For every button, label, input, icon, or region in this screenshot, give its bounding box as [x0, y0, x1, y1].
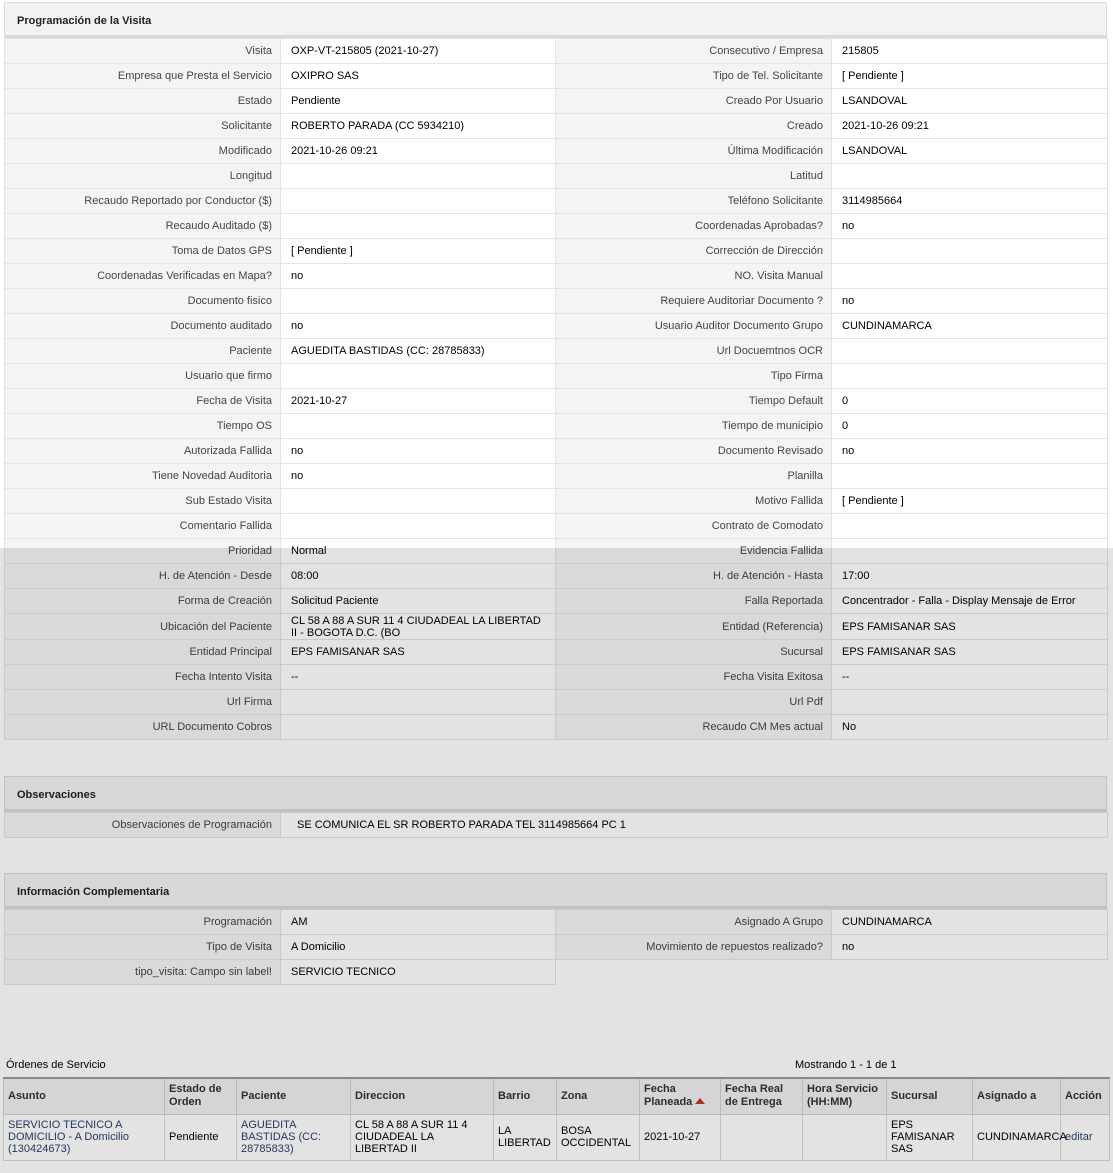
field-value — [281, 514, 556, 539]
detail-row — [5, 910, 1108, 935]
observaciones-value: SE COMUNICA EL SR ROBERTO PARADA TEL 3114985664 PC 1 — [281, 813, 1108, 838]
field-value — [281, 189, 556, 214]
detail-row — [5, 589, 1108, 614]
detail-row — [5, 164, 1108, 189]
field-label: Sub Estado Visita — [5, 489, 281, 514]
field-label: Documento fisico — [5, 289, 281, 314]
field-value: 3114985664 — [832, 189, 1108, 214]
field-label: Usuario Auditor Documento Grupo — [556, 314, 832, 339]
programacion-title: Programación de la Visita — [4, 2, 1107, 38]
field-value: Normal — [281, 539, 556, 564]
detail-row — [5, 464, 1108, 489]
field-value — [832, 539, 1108, 564]
field-label: Motivo Fallida — [556, 489, 832, 514]
field-label: Corrección de Dirección — [556, 239, 832, 264]
detail-row — [5, 289, 1108, 314]
orden-barrio: LA LIBERTAD — [494, 1114, 557, 1160]
field-value: OXP-VT-215805 (2021-10-27) — [281, 39, 556, 64]
field-value: A Domicilio — [281, 935, 556, 960]
field-label: Documento auditado — [5, 314, 281, 339]
field-value — [281, 214, 556, 239]
field-value — [281, 164, 556, 189]
field-value: no — [832, 439, 1108, 464]
detail-row — [5, 414, 1108, 439]
detail-row — [5, 314, 1108, 339]
detail-row — [5, 665, 1108, 690]
field-value: -- — [281, 665, 556, 690]
field-label: Recaudo Reportado por Conductor ($) — [5, 189, 281, 214]
detail-row — [5, 139, 1108, 164]
field-label: Forma de Creación — [5, 589, 281, 614]
field-value: AM — [281, 910, 556, 935]
field-value: Pendiente — [281, 89, 556, 114]
detail-row — [5, 114, 1108, 139]
detail-row — [5, 64, 1108, 89]
field-label: Modificado — [5, 139, 281, 164]
field-value: LSANDOVAL — [832, 139, 1108, 164]
field-label: Estado — [5, 89, 281, 114]
col-accion: Acción — [1061, 1078, 1110, 1114]
field-label: Solicitante — [5, 114, 281, 139]
field-label: Tipo de Tel. Solicitante — [556, 64, 832, 89]
field-label: Longitud — [5, 164, 281, 189]
ordenes-header-row — [4, 1078, 1110, 1114]
field-value — [832, 514, 1108, 539]
field-label: Tiempo de municipio — [556, 414, 832, 439]
field-value: Concentrador - Falla - Display Mensaje de Error — [832, 589, 1108, 614]
field-value: LSANDOVAL — [832, 89, 1108, 114]
field-value: [ Pendiente ] — [832, 64, 1108, 89]
field-label: Teléfono Solicitante — [556, 189, 832, 214]
ordenes-header — [6, 1059, 1107, 1073]
col-direccion[interactable]: Direccion — [351, 1078, 494, 1114]
orden-direccion: CL 58 A 88 A SUR 11 4 CIUDADEAL LA LIBERTAD II — [351, 1114, 494, 1160]
col-fecha-planeada[interactable] — [640, 1078, 721, 1114]
field-label: Creado — [556, 114, 832, 139]
orden-estado: Pendiente — [165, 1114, 237, 1160]
tipo-visita-label: tipo_visita: Campo sin label! — [5, 960, 281, 985]
field-label: Sucursal — [556, 640, 832, 665]
detail-row — [5, 439, 1108, 464]
detail-row — [5, 690, 1108, 715]
detail-row — [5, 39, 1108, 64]
field-value: ROBERTO PARADA (CC 5934210) — [281, 114, 556, 139]
observaciones-label: Observaciones de Programación — [5, 813, 281, 838]
field-label: Toma de Datos GPS — [5, 239, 281, 264]
editar-link[interactable]: editar — [1061, 1114, 1110, 1160]
field-value: no — [832, 935, 1108, 960]
field-value: no — [281, 314, 556, 339]
field-label: Contrato de Comodato — [556, 514, 832, 539]
field-label: Usuario que firmo — [5, 364, 281, 389]
detail-row — [5, 489, 1108, 514]
field-value: no — [281, 264, 556, 289]
orden-hora — [803, 1114, 887, 1160]
sort-asc-icon — [695, 1098, 705, 1104]
programacion-panel — [4, 2, 1107, 740]
field-label: Fecha Intento Visita — [5, 665, 281, 690]
observaciones-panel — [4, 776, 1107, 838]
programacion-table — [4, 38, 1108, 740]
field-value: OXIPRO SAS — [281, 64, 556, 89]
orden-asignado: CUNDINAMARCA — [973, 1114, 1061, 1160]
field-value: 2021-10-26 09:21 — [832, 114, 1108, 139]
field-value: EPS FAMISANAR SAS — [281, 640, 556, 665]
detail-row — [5, 539, 1108, 564]
orden-zona: BOSA OCCIDENTAL — [557, 1114, 640, 1160]
col-estado[interactable]: Estado de Orden — [165, 1078, 237, 1114]
complementaria-table — [4, 909, 1108, 985]
field-value: no — [281, 464, 556, 489]
field-label: Empresa que Presta el Servicio — [5, 64, 281, 89]
field-label: Comentario Fallida — [5, 514, 281, 539]
field-value — [281, 690, 556, 715]
detail-row — [5, 514, 1108, 539]
field-value — [832, 239, 1108, 264]
field-label: Falla Reportada — [556, 589, 832, 614]
field-value: [ Pendiente ] — [281, 239, 556, 264]
field-value — [281, 289, 556, 314]
field-label: Tiempo OS — [5, 414, 281, 439]
detail-row — [5, 614, 1108, 640]
observaciones-row — [5, 813, 1108, 838]
field-label: Url Firma — [5, 690, 281, 715]
field-value: No — [832, 715, 1108, 740]
field-label: H. de Atención - Hasta — [556, 564, 832, 589]
complementaria-title: Información Complementaria — [4, 873, 1107, 909]
field-value: no — [832, 289, 1108, 314]
orden-asunto[interactable]: SERVICIO TECNICO A DOMICILIO - A Domicilio (130424673) — [4, 1114, 165, 1160]
field-value — [281, 364, 556, 389]
field-label: Tiempo Default — [556, 389, 832, 414]
field-value — [832, 339, 1108, 364]
empty-cell — [832, 960, 1108, 985]
orden-paciente[interactable]: AGUEDITA BASTIDAS (CC: 28785833) — [237, 1114, 351, 1160]
field-value: 2021-10-27 — [281, 389, 556, 414]
field-label: Tipo Firma — [556, 364, 832, 389]
field-value — [832, 464, 1108, 489]
field-label: Tiene Novedad Auditoria — [5, 464, 281, 489]
field-value: 2021-10-26 09:21 — [281, 139, 556, 164]
detail-row — [5, 564, 1108, 589]
detail-row — [5, 239, 1108, 264]
detail-row — [5, 214, 1108, 239]
col-sucursal[interactable]: Sucursal — [887, 1078, 973, 1114]
detail-row — [5, 189, 1108, 214]
field-label: Requiere Auditoriar Documento ? — [556, 289, 832, 314]
col-hora[interactable]: Hora Servicio (HH:MM) — [803, 1078, 887, 1114]
field-value: 08:00 — [281, 564, 556, 589]
field-label: Planilla — [556, 464, 832, 489]
field-label: Recaudo Auditado ($) — [5, 214, 281, 239]
orden-sucursal: EPS FAMISANAR SAS — [887, 1114, 973, 1160]
field-label: Tipo de Visita — [5, 935, 281, 960]
detail-row — [5, 364, 1108, 389]
field-label: Paciente — [5, 339, 281, 364]
ordenes-title: Órdenes de Servicio — [6, 1059, 106, 1071]
field-value: 0 — [832, 389, 1108, 414]
empty-cell — [556, 960, 832, 985]
field-label: Programación — [5, 910, 281, 935]
field-label: URL Documento Cobros — [5, 715, 281, 740]
field-label: Fecha de Visita — [5, 389, 281, 414]
table-row — [4, 1114, 1110, 1160]
col-zona[interactable]: Zona — [557, 1078, 640, 1114]
field-value: CUNDINAMARCA — [832, 910, 1108, 935]
observaciones-table — [4, 812, 1108, 838]
complementaria-panel — [4, 873, 1107, 985]
field-value: EPS FAMISANAR SAS — [832, 640, 1108, 665]
col-fecha-planeada-label: Fecha Planeada — [644, 1083, 693, 1109]
field-label: Latitud — [556, 164, 832, 189]
field-value — [832, 364, 1108, 389]
orden-fecha-real — [721, 1114, 803, 1160]
field-value: -- — [832, 665, 1108, 690]
field-label: NO. Visita Manual — [556, 264, 832, 289]
field-value — [832, 690, 1108, 715]
field-value: 17:00 — [832, 564, 1108, 589]
field-label: Url Docuemtnos OCR — [556, 339, 832, 364]
field-label: Autorizada Fallida — [5, 439, 281, 464]
detail-row — [5, 715, 1108, 740]
col-paciente[interactable]: Paciente — [237, 1078, 351, 1114]
orden-fecha-planeada: 2021-10-27 — [640, 1114, 721, 1160]
field-label: Fecha Visita Exitosa — [556, 665, 832, 690]
field-value: CL 58 A 88 A SUR 11 4 CIUDADEAL LA LIBERTAD II - BOGOTA D.C. (BO — [281, 614, 556, 640]
field-label: Url Pdf — [556, 690, 832, 715]
field-value — [281, 414, 556, 439]
ordenes-table — [3, 1077, 1110, 1161]
field-value — [281, 489, 556, 514]
field-label: Evidencia Fallida — [556, 539, 832, 564]
field-label: Entidad (Referencia) — [556, 614, 832, 640]
field-value: no — [281, 439, 556, 464]
col-asunto[interactable]: Asunto — [4, 1078, 165, 1114]
col-asignado[interactable]: Asignado a — [973, 1078, 1061, 1114]
col-fecha-real[interactable]: Fecha Real de Entrega — [721, 1078, 803, 1114]
field-label: Recaudo CM Mes actual — [556, 715, 832, 740]
col-barrio[interactable]: Barrio — [494, 1078, 557, 1114]
detail-row — [5, 264, 1108, 289]
field-value: EPS FAMISANAR SAS — [832, 614, 1108, 640]
detail-row — [5, 389, 1108, 414]
detail-row — [5, 89, 1108, 114]
field-label: Entidad Principal — [5, 640, 281, 665]
field-value — [281, 715, 556, 740]
detail-row — [5, 935, 1108, 960]
field-value — [832, 264, 1108, 289]
field-value: AGUEDITA BASTIDAS (CC: 28785833) — [281, 339, 556, 364]
complementaria-row-extra — [5, 960, 1108, 985]
field-value — [832, 164, 1108, 189]
field-label: Última Modificación — [556, 139, 832, 164]
observaciones-title: Observaciones — [4, 776, 1107, 812]
field-value: 0 — [832, 414, 1108, 439]
field-value: Solicitud Paciente — [281, 589, 556, 614]
field-label: Creado Por Usuario — [556, 89, 832, 114]
field-label: Asignado A Grupo — [556, 910, 832, 935]
field-value: CUNDINAMARCA — [832, 314, 1108, 339]
field-value: [ Pendiente ] — [832, 489, 1108, 514]
field-label: Coordenadas Aprobadas? — [556, 214, 832, 239]
detail-row — [5, 339, 1108, 364]
field-label: Prioridad — [5, 539, 281, 564]
field-label: Documento Revisado — [556, 439, 832, 464]
tipo-visita-value: SERVICIO TECNICO — [281, 960, 556, 985]
field-value: no — [832, 214, 1108, 239]
field-label: Visita — [5, 39, 281, 64]
ordenes-count: Mostrando 1 - 1 de 1 — [795, 1059, 897, 1071]
field-label: Consecutivo / Empresa — [556, 39, 832, 64]
detail-row — [5, 640, 1108, 665]
field-label: Ubicación del Paciente — [5, 614, 281, 640]
field-label: H. de Atención - Desde — [5, 564, 281, 589]
field-value: 215805 — [832, 39, 1108, 64]
field-label: Movimiento de repuestos realizado? — [556, 935, 832, 960]
field-label: Coordenadas Verificadas en Mapa? — [5, 264, 281, 289]
